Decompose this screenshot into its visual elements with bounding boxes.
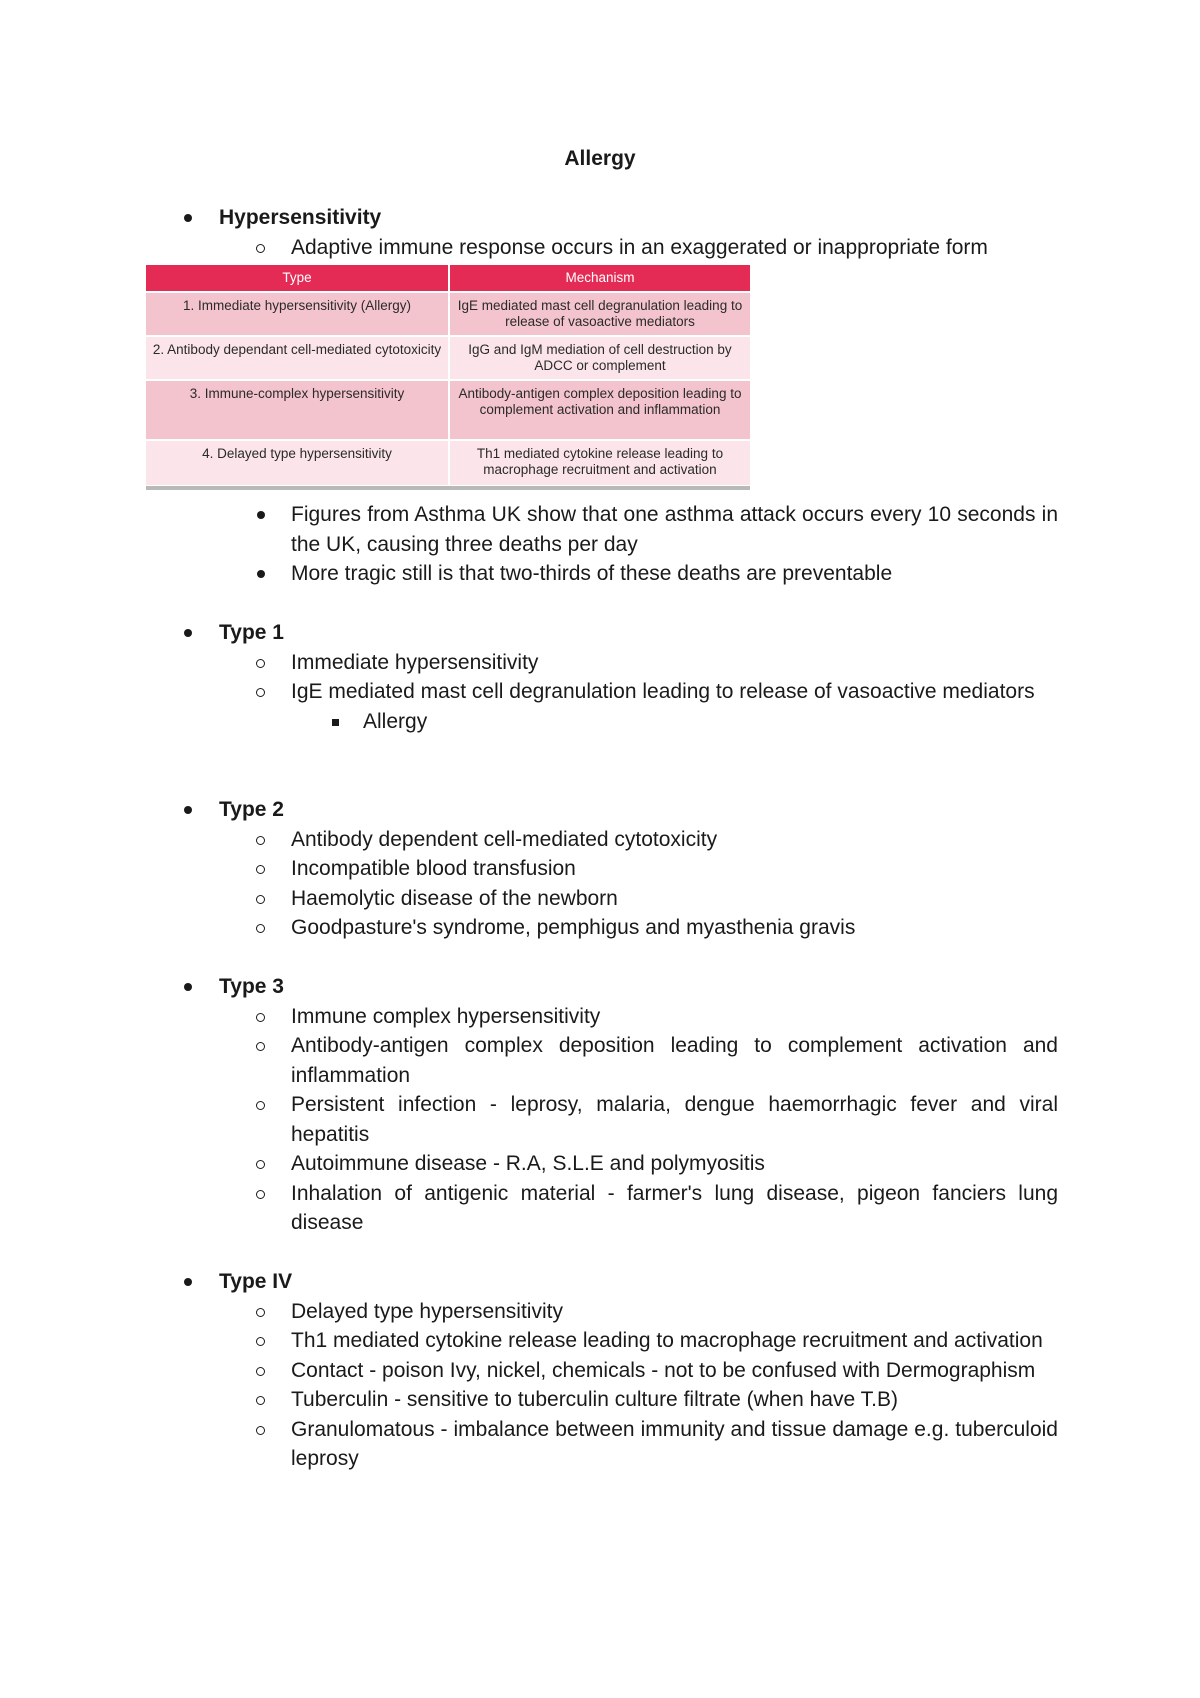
section-heading: Type 1 bbox=[0, 618, 1200, 648]
type4-section bbox=[0, 1267, 1200, 1474]
circle-bullet-icon bbox=[256, 1101, 265, 1110]
table-row bbox=[146, 440, 750, 485]
table-header-mechanism: Mechanism bbox=[449, 265, 750, 292]
list-item: More tragic still is that two-thirds of these deaths are preventable bbox=[0, 559, 1058, 589]
table-cell-type: 2. Antibody dependant cell-mediated cytotoxicity bbox=[146, 336, 449, 380]
table-cell-type: 4. Delayed type hypersensitivity bbox=[146, 440, 449, 485]
circle-bullet-icon bbox=[256, 1042, 265, 1051]
circle-bullet-icon bbox=[256, 1190, 265, 1199]
circle-bullet-icon bbox=[256, 688, 265, 697]
page-title: Allergy bbox=[564, 147, 636, 170]
type2-section bbox=[0, 795, 1200, 943]
list-item: Persistent infection - leprosy, malaria, dengue haemorrhagic fever and viral hepatitis bbox=[0, 1090, 1058, 1149]
circle-bullet-icon bbox=[256, 244, 265, 253]
circle-bullet-icon bbox=[256, 924, 265, 933]
circle-bullet-icon bbox=[256, 1013, 265, 1022]
circle-bullet-icon bbox=[256, 895, 265, 904]
circle-bullet-icon bbox=[256, 1337, 265, 1346]
circle-bullet-icon bbox=[256, 659, 265, 668]
table-header-row bbox=[146, 265, 750, 292]
table-cell-mechanism: Antibody-antigen complex deposition leading to complement activation and inflammation bbox=[449, 380, 750, 440]
bullet-icon bbox=[184, 629, 192, 637]
square-bullet-icon bbox=[332, 719, 339, 726]
table-cell-mechanism: IgE mediated mast cell degranulation leading to release of vasoactive mediators bbox=[449, 292, 750, 336]
section-heading: Type 2 bbox=[0, 795, 1200, 825]
table-row bbox=[146, 292, 750, 336]
list-item: Immediate hypersensitivity bbox=[0, 648, 1058, 678]
list-item: Antibody dependent cell-mediated cytotoxicity bbox=[0, 825, 1058, 855]
circle-bullet-icon bbox=[256, 1426, 265, 1435]
bullet-icon bbox=[257, 511, 265, 519]
circle-bullet-icon bbox=[256, 1367, 265, 1376]
type1-section bbox=[0, 618, 1200, 736]
hypersensitivity-section bbox=[0, 203, 1200, 262]
list-item: Haemolytic disease of the newborn bbox=[0, 884, 1058, 914]
table-cell-mechanism: Th1 mediated cytokine release leading to macrophage recruitment and activation bbox=[449, 440, 750, 485]
list-item: Contact - poison Ivy, nickel, chemicals - not to be confused with Dermographism bbox=[0, 1356, 1058, 1386]
section-heading: Type IV bbox=[0, 1267, 1200, 1297]
hypersensitivity-table bbox=[146, 265, 750, 485]
table-row bbox=[146, 336, 750, 380]
section-heading: Type 3 bbox=[0, 972, 1200, 1002]
bullet-icon bbox=[184, 1278, 192, 1286]
table-cell-mechanism: IgG and IgM mediation of cell destruction by ADCC or complement bbox=[449, 336, 750, 380]
list-item: Immune complex hypersensitivity bbox=[0, 1002, 1058, 1032]
list-item: Allergy bbox=[0, 707, 1200, 737]
list-item: Granulomatous - imbalance between immunity and tissue damage e.g. tuberculoid leprosy bbox=[0, 1415, 1058, 1474]
table-cell-type: 1. Immediate hypersensitivity (Allergy) bbox=[146, 292, 449, 336]
circle-bullet-icon bbox=[256, 1396, 265, 1405]
list-item: Goodpasture's syndrome, pemphigus and myasthenia gravis bbox=[0, 913, 1058, 943]
circle-bullet-icon bbox=[256, 1308, 265, 1317]
table-row bbox=[146, 380, 750, 440]
list-item: Inhalation of antigenic material - farmer's lung disease, pigeon fanciers lung disease bbox=[0, 1179, 1058, 1238]
bullet-icon bbox=[184, 806, 192, 814]
bullet-icon bbox=[184, 214, 192, 222]
circle-bullet-icon bbox=[256, 1160, 265, 1169]
table-divider bbox=[146, 486, 750, 490]
list-item: Antibody-antigen complex deposition leading to complement activation and inflammation bbox=[0, 1031, 1058, 1090]
list-item: IgE mediated mast cell degranulation leading to release of vasoactive mediators bbox=[0, 677, 1058, 707]
list-item: Incompatible blood transfusion bbox=[0, 854, 1058, 884]
type3-section bbox=[0, 972, 1200, 1238]
table-cell-type: 3. Immune-complex hypersensitivity bbox=[146, 380, 449, 440]
circle-bullet-icon bbox=[256, 836, 265, 845]
bullet-icon bbox=[257, 570, 265, 578]
asthma-notes bbox=[0, 500, 1200, 589]
section-heading: Hypersensitivity bbox=[0, 203, 1200, 233]
circle-bullet-icon bbox=[256, 865, 265, 874]
list-item: Th1 mediated cytokine release leading to macrophage recruitment and activation bbox=[0, 1326, 1058, 1356]
list-item: Delayed type hypersensitivity bbox=[0, 1297, 1058, 1327]
list-item: Adaptive immune response occurs in an exaggerated or inappropriate form bbox=[0, 233, 1058, 263]
table-header-type: Type bbox=[146, 265, 449, 292]
list-item: Figures from Asthma UK show that one asthma attack occurs every 10 seconds in the UK, causing three deaths per day bbox=[0, 500, 1058, 559]
list-item: Tuberculin - sensitive to tuberculin culture filtrate (when have T.B) bbox=[0, 1385, 1058, 1415]
list-item: Autoimmune disease - R.A, S.L.E and polymyositis bbox=[0, 1149, 1058, 1179]
bullet-icon bbox=[184, 983, 192, 991]
